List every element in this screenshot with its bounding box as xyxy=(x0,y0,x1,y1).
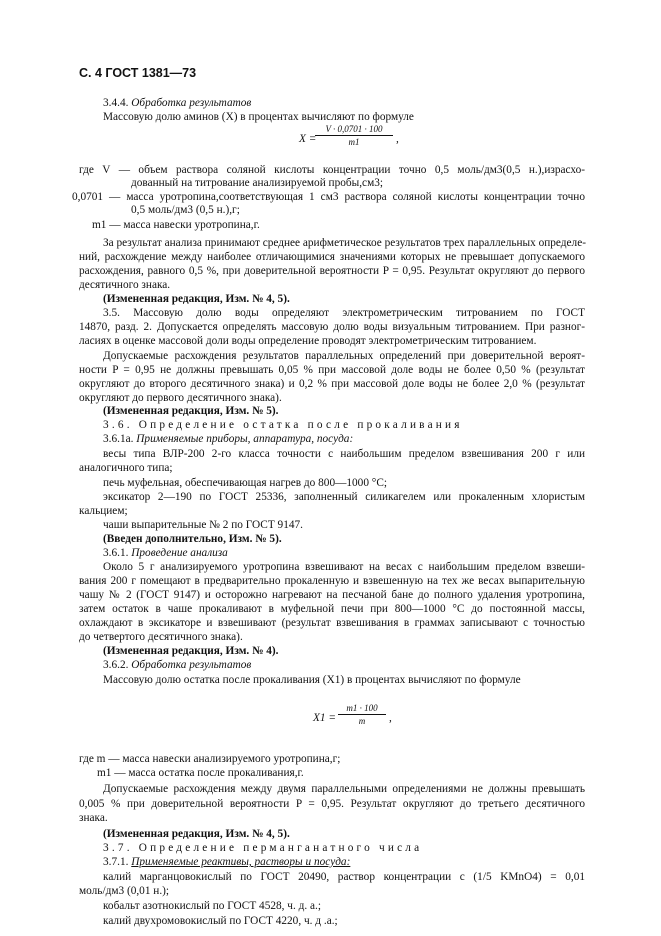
text-line: ласиях в оценке массовой доли воды определение проводят электрометрическим титрованием. xyxy=(79,335,537,347)
text-line: охлаждают в эксикаторе и взвешивают (результат взвешивания в граммах записывают с точностью xyxy=(79,617,585,629)
formula-fraction: $\frac{V \cdot 0,0701 \cdot 100}{m1}$ xyxy=(315,124,393,147)
text-line: ности P = 0,95 не должны превышать 0,05 % при массовой доле воды не более 0,50 % (результат xyxy=(79,364,585,376)
text-line: затем остаток в чаше прокаливают в муфельной печи при 800—1000 °С до постоянной массы, xyxy=(79,603,585,615)
text-line: округляют до второго десятичного знака) и 0,2 % при массовой доле воды не более 2,0 % (результат xyxy=(79,378,585,390)
document-page: С. 4 ГОСТ 1381—73 3.4.4. Обработка результатов Массовую долю аминов (X) в процентах вычисляют по формуле X = $\frac{V \cdot 0,0701 \cdot 100}{m1}$ , где V — объем раствора соляной кислоты концентрации точно 0,5 моль/дм3(0,5 н.),израсхо- дованный на титрование анализируемой пробы,см3; 0,0701 — масса уротропина,соответствующая 1 см3 раствора соляной кислоты концентрации точно 0,5 моль/дм3 (0,5 н.),г; m1 — масса навески уротропина,г. За результат анализа принимают среднее арифметическое результатов трех параллельных определе- ний, расхождение между наиболее отличающимися значениями которых не превышает допускаемого расхождения, равного 0,5 %, при доверительной вероятности P = 0,95. Результат округляют до первого десятичного знака. (Измененная редакция, Изм. № 4, 5). 3.5. Массовую долю воды определяют электрометрическим титрованием по ГОСТ 14870, разд. 2. Допускается определять массовую долю воды визуальным титрованием. При разног- ласиях в оценке массовой доли воды определение проводят электрометрическим титрованием. Допускаемые расхождения результатов параллельных определений при доверительной вероят- ности P = 0,95 не должны превышать 0,05 % при массовой доле воды не более 0,50 % (результат округляют до второго десятичного знака) и 0,2 % при массовой доле воды не более 2,0 % (результат округляют до первого десятичного знака). (Измененная редакция, Изм. № 5). 3.6. Определение остатка после прокаливания 3.6.1а. Применяемые приборы, аппаратура, посуда: весы типа ВЛР-200 2-го класса точности с наибольшим пределом взвешивания 200 г или аналогичного типа; печь муфельная, обеспечивающая нагрев до 800—1000 °С; эксикатор 2—190 по ГОСТ 25336, заполненный силикагелем или прокаленным хлористым кальцием; чаши выпарительные № 2 по ГОСТ 9147. (Введен дополнительно, Изм. № 5). 3.6.1. Проведение анализа Около 5 г анализируемого уротропина взвешивают на весах с наибольшим пределом взвеши- вания 200 г помещают в предварительно прокаленную и взвешенную на тех же весах выпарительную чашу № 2 (ГОСТ 9147) и осторожно нагревают на песчаной бане до полного удаления уротропина, затем остаток в чаше прокаливают в муфельной печи при 800—1000 °С до постоянной массы, охлаждают в эксикаторе и взвешивают (результат взвешивания в граммах записывают с точностью до четвертого десятичного знака). (Измененная редакция, Изм. № 4). 3.6.2. Обработка результатов Массовую долю остатка после прокаливания (X1) в процентах вычисляют по формуле X1 = $\frac{m1 \cdot 100}{m}$ , где m — масса навески анализируемого уротропина,г; m1 — масса остатка после прокаливания,г. Допускаемые расхождения между двумя параллельными определениями не должны превышать 0,005 % при доверительной вероятности P = 0,95. Результат округляют до третьего десятичного знака. (Измененная редакция, Изм. № 4, 5). 3.7. Определение перманганатного числа 3.7.1. Применяемые реактивы, растворы и посуда: калий марганцовокислый по ГОСТ 20490, раствор концентрации с (1/5 KMnO4) = 0,01 моль/дм3 (0,01 н.); кобальт азотнокислый по ГОСТ 4528, ч. д. а.; калий двухромовокислый по ГОСТ 4220, ч. д .а.; xyxy=(72,66,586,927)
formula-fraction: $\frac{m1 \cdot 100}{m}$ xyxy=(338,703,386,726)
text-line: кальцием; xyxy=(79,505,128,517)
list-item: весы типа ВЛР-200 2-го класса точности с наибольшим пределом взвешивания 200 г или xyxy=(103,448,585,460)
text-line: чашу № 2 (ГОСТ 9147) и осторожно нагревают на песчаной бане до полного удаления уротропина, xyxy=(79,589,585,601)
page-header: С. 4 ГОСТ 1381—73 xyxy=(79,66,197,80)
list-item: печь муфельная, обеспечивающая нагрев до 800—1000 °С; xyxy=(103,477,387,489)
text-line: Допускаемые расхождения результатов параллельных определений при доверительной вероят- xyxy=(103,350,585,362)
subsection-heading-3-4-4: 3.4.4. Обработка результатов xyxy=(103,97,252,109)
amendment-note: (Введен дополнительно, Изм. № 5). xyxy=(103,533,282,545)
section-heading-3-6: 3.6. Определение остатка после прокаливания xyxy=(103,419,463,431)
text-line: 0,005 % при доверительной вероятности P = 0,95. Результат округляют до третьего десятичного xyxy=(79,798,585,810)
list-item: чаши выпарительные № 2 по ГОСТ 9147. xyxy=(103,519,303,531)
text-line: до четвертого десятичного знака). xyxy=(79,631,243,643)
amendment-note: (Измененная редакция, Изм. № 4). xyxy=(103,645,279,657)
text-line: знака. xyxy=(79,812,108,824)
amendment-note: (Измененная редакция, Изм. № 5). xyxy=(103,405,279,417)
text-line: аналогичного типа; xyxy=(79,462,173,474)
section-heading-3-7: 3.7. Определение перманганатного числа xyxy=(103,842,423,854)
subsection-heading-3-6-2: 3.6.2. Обработка результатов xyxy=(103,659,252,671)
amendment-note: (Измененная редакция, Изм. № 4, 5). xyxy=(103,828,290,840)
subsection-heading-3-6-1: 3.6.1. Проведение анализа xyxy=(103,547,228,559)
text-line: Допускаемые расхождения между двумя параллельными определениями не должны превышать xyxy=(103,783,585,795)
text-line: 0,0701 — масса уротропина,соответствующая 1 см3 раствора соляной кислоты концентрации точно xyxy=(72,191,585,203)
text-line: 0,5 моль/дм3 (0,5 н.),г; xyxy=(131,204,240,216)
text-line: вания 200 г помещают в предварительно прокаленную и взвешенную на тех же весах выпарительную xyxy=(79,575,585,587)
text-line: десятичного знака. xyxy=(79,279,171,291)
list-item: калий марганцовокислый по ГОСТ 20490, раствор концентрации с (1/5 KMnO4) = 0,01 xyxy=(103,871,585,883)
text-line: Около 5 г анализируемого уротропина взвешивают на весах с наибольшим пределом взвеши- xyxy=(103,561,585,573)
list-item: калий двухромовокислый по ГОСТ 4220, ч. д .а.; xyxy=(103,915,338,927)
amendment-note: (Измененная редакция, Изм. № 4, 5). xyxy=(103,293,290,305)
subsection-heading-3-6-1a: 3.6.1а. Применяемые приборы, аппаратура, посуда: xyxy=(103,433,354,445)
text-line: ний, расхождение между наиболее отличающимися значениями которых не превышает допускаемого xyxy=(79,251,585,263)
list-item: эксикатор 2—190 по ГОСТ 25336, заполненный силикагелем или прокаленным хлористым xyxy=(103,491,585,503)
text-line: m1 — масса навески уротропина,г. xyxy=(92,219,260,231)
text-line: Массовую долю аминов (X) в процентах вычисляют по формуле xyxy=(103,111,414,123)
text-line: расхождения, равного 0,5 %, при доверительной вероятности P = 0,95. Результат округляют до первого xyxy=(79,265,585,277)
subsection-heading-3-7-1: 3.7.1. Применяемые реактивы, растворы и посуда: xyxy=(103,856,351,868)
text-line: m1 — масса остатка после прокаливания,г. xyxy=(97,767,304,779)
text-line: где V — объем раствора соляной кислоты концентрации точно 0,5 моль/дм3(0,5 н.),израсхо- xyxy=(79,164,585,176)
text-line: 14870, разд. 2. Допускается определять массовую долю воды визуальным титрованием. При разног- xyxy=(79,321,585,333)
text-line: моль/дм3 (0,01 н.); xyxy=(79,885,170,897)
text-line: За результат анализа принимают среднее арифметическое результатов трех параллельных определе- xyxy=(103,237,586,249)
text-line: округляют до первого десятичного знака). xyxy=(79,392,282,404)
list-item: кобальт азотнокислый по ГОСТ 4528, ч. д. а.; xyxy=(103,900,321,912)
section-3-5-line: 3.5. Массовую долю воды определяют электрометрическим титрованием по ГОСТ xyxy=(103,307,585,319)
text-line: дованный на титрование анализируемой пробы,см3; xyxy=(131,177,384,189)
text-line: где m — масса навески анализируемого уротропина,г; xyxy=(79,753,341,765)
text-line: Массовую долю остатка после прокаливания (X1) в процентах вычисляют по формуле xyxy=(103,674,521,686)
